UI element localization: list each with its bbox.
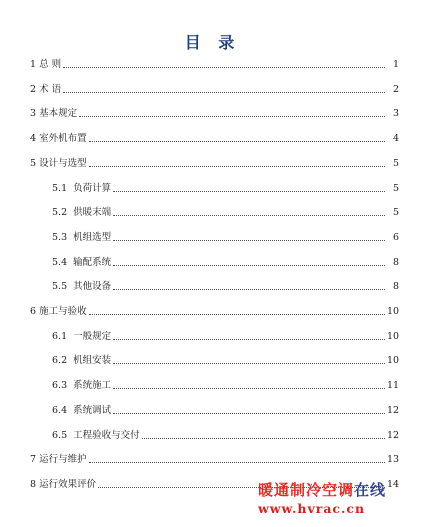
toc-entry-page: 6 — [392, 232, 399, 243]
toc-entry-label: 运行效果评价 — [39, 479, 97, 490]
toc-entry-label: 机组安装 — [73, 355, 112, 366]
toc-entry-number: 5.2 — [52, 207, 74, 218]
toc-entry-page: 3 — [392, 108, 399, 119]
toc-entry-number: 7 — [30, 454, 40, 465]
toc-dot-leader — [89, 166, 385, 167]
toc-entry-number: 5.1 — [52, 183, 74, 194]
watermark-brand-blue: 在线 — [354, 481, 387, 499]
toc-dot-leader — [89, 141, 385, 142]
toc-entry-page: 4 — [392, 133, 399, 144]
toc-dot-leader — [142, 438, 385, 439]
toc-entry-label: 运行与维护 — [39, 454, 87, 465]
toc-dot-leader — [79, 116, 385, 117]
toc-subsection-entry[interactable] — [52, 327, 399, 343]
toc-entry-page: 8 — [392, 257, 399, 268]
toc-subsection-entry[interactable] — [52, 179, 399, 195]
toc-entry-label: 室外机布置 — [39, 133, 87, 144]
toc-entry-page: 5 — [392, 158, 399, 169]
toc-chapter-entry[interactable] — [30, 302, 399, 318]
toc-entry-label: 输配系统 — [73, 257, 112, 268]
toc-entry-label: 基本规定 — [39, 108, 78, 119]
watermark-brand-red: 暖通制冷空调 — [258, 481, 355, 499]
toc-dot-leader — [113, 388, 385, 389]
toc-entry-page: 10 — [387, 331, 400, 342]
toc-chapter-entry[interactable] — [30, 129, 399, 145]
toc-entry-number: 2 — [30, 84, 40, 95]
toc-dot-leader — [113, 363, 385, 364]
toc-entry-label: 设计与选型 — [39, 158, 87, 169]
toc-entry-page: 13 — [387, 454, 400, 465]
toc-entry-label: 供暖末端 — [73, 207, 112, 218]
toc-entry-number: 5 — [30, 158, 40, 169]
page-title: 目 录 — [184, 33, 241, 52]
toc-entry-number: 5.5 — [52, 281, 74, 292]
toc-entry-number: 6 — [30, 306, 40, 317]
toc-entry-label: 系统施工 — [73, 380, 112, 391]
toc-dot-leader — [113, 191, 385, 192]
toc-entry-label: 术 语 — [39, 84, 62, 95]
watermark-brand — [258, 480, 423, 500]
toc-subsection-entry[interactable] — [52, 228, 399, 244]
toc-entry-page: 2 — [392, 84, 399, 95]
toc-entry-number: 6.3 — [52, 380, 74, 391]
toc-dot-leader — [113, 215, 385, 216]
toc-dot-leader — [63, 92, 385, 93]
toc-entry-label: 其他设备 — [73, 281, 112, 292]
toc-dot-leader — [113, 265, 385, 266]
toc-subsection-entry[interactable] — [52, 277, 399, 293]
toc-dot-leader — [113, 289, 385, 290]
toc-subsection-entry[interactable] — [52, 426, 399, 442]
watermark-url: www.hvrac.cn — [258, 501, 366, 516]
toc-chapter-entry[interactable] — [30, 55, 399, 71]
toc-dot-leader — [113, 339, 385, 340]
toc-entry-page: 1 — [392, 59, 399, 70]
toc-chapter-entry[interactable] — [30, 450, 399, 466]
toc-entry-label: 机组选型 — [73, 232, 112, 243]
toc-entry-label: 一般规定 — [73, 331, 112, 342]
toc-entry-page: 12 — [387, 430, 400, 441]
toc-dot-leader — [63, 67, 385, 68]
site-watermark — [258, 480, 423, 524]
toc-subsection-entry[interactable] — [52, 376, 399, 392]
toc-entry-number: 3 — [30, 108, 40, 119]
toc-dot-leader — [89, 462, 385, 463]
toc-chapter-entry[interactable] — [30, 80, 399, 96]
toc-entry-page: 14 — [387, 479, 400, 490]
toc-entry-label: 负荷计算 — [73, 183, 112, 194]
toc-dot-leader — [89, 314, 385, 315]
toc-entry-page: 10 — [387, 306, 400, 317]
toc-entry-number: 5.4 — [52, 257, 74, 268]
toc-subsection-entry[interactable] — [52, 253, 399, 269]
toc-entry-number: 6.1 — [52, 331, 74, 342]
toc-entry-page: 8 — [392, 281, 399, 292]
toc-subsection-entry[interactable] — [52, 351, 399, 367]
toc-subsection-entry[interactable] — [52, 401, 399, 417]
toc-dot-leader — [113, 413, 385, 414]
toc-entry-number: 6.4 — [52, 405, 74, 416]
toc-entry-label: 施工与验收 — [39, 306, 87, 317]
toc-entry-number: 8 — [30, 479, 40, 490]
toc-entry-number: 1 — [30, 59, 40, 70]
toc-entry-page: 11 — [387, 380, 400, 391]
toc-chapter-entry[interactable] — [30, 154, 399, 170]
toc-entry-page: 5 — [392, 183, 399, 194]
toc-entry-number: 5.3 — [52, 232, 74, 243]
toc-entry-number: 6.2 — [52, 355, 74, 366]
toc-subsection-entry[interactable] — [52, 203, 399, 219]
toc-entry-label: 系统调试 — [73, 405, 112, 416]
toc-entry-page: 12 — [387, 405, 400, 416]
toc-entry-page: 10 — [387, 355, 400, 366]
toc-entry-label: 工程验收与交付 — [73, 430, 140, 441]
toc-entry-number: 4 — [30, 133, 40, 144]
toc-entry-number: 6.5 — [52, 430, 74, 441]
toc-entry-label: 总 则 — [39, 59, 62, 70]
toc-chapter-entry[interactable] — [30, 104, 399, 120]
toc-entry-page: 5 — [392, 207, 399, 218]
toc-dot-leader — [113, 240, 385, 241]
